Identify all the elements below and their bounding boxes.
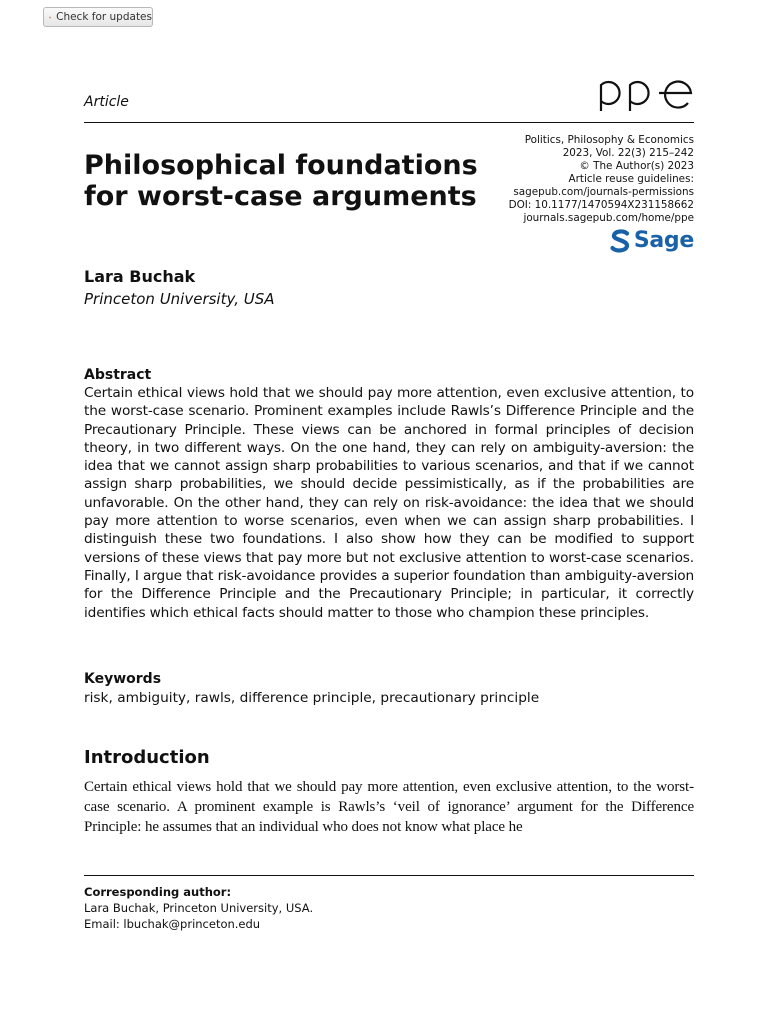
journal-name: Politics, Philosophy & Economics — [524, 134, 694, 146]
corresponding-author-email[interactable]: Email: lbuchak@princeton.edu — [84, 917, 261, 931]
check-for-updates-icon — [49, 11, 51, 24]
doi-link[interactable]: DOI: 10.1177/1470594X231158662 — [508, 199, 694, 211]
corresponding-author-heading: Corresponding author: — [84, 885, 232, 899]
introduction-text: Certain ethical views hold that we should pay more attention, even exclusive attention, to the worst-case scenario. A prominent example is Rawls’s ‘veil of ignorance’ argument for the Difference Principle: he assumes that an individual who does not know what place he — [84, 779, 694, 835]
introduction-heading: Introduction — [84, 747, 210, 768]
sage-s-icon — [610, 229, 630, 253]
author-affiliation: Princeton University, USA — [84, 290, 275, 308]
journal-metadata — [509, 134, 694, 225]
ppe-journal-logo — [598, 63, 694, 113]
article-type-label: Article — [84, 94, 129, 110]
journal-homepage-link[interactable]: journals.sagepub.com/home/ppe — [523, 212, 694, 224]
reuse-guidelines-link[interactable]: sagepub.com/journals-permissions — [513, 186, 694, 198]
author-name: Lara Buchak — [84, 267, 196, 286]
title-line: for worst-case arguments — [84, 181, 477, 212]
keywords-list: risk, ambiguity, rawls, difference principle, precautionary principle — [84, 690, 540, 706]
abstract-text: Certain ethical views hold that we should pay more attention, even exclusive attention, to the worst-case scenario. Prominent examples include Rawls’s Difference Principle and the Precautionary Principle. These views can be anchored in formal principles of decision theory, in two different ways. On the one hand, they can rely on ambiguity-aversion: the idea that we cannot assign sharp probabilities to various scenarios, and that if we cannot assign sharp probabilities, we should decide pessimistically, as if the probabilities are unfavorable. On the other hand, they can rely on risk-avoidance: the idea that we should pay more attention to worse scenarios, even when we can assign sharp probabilities. I distinguish these two foundations. I also show how they can be modified to support versions of these views that pay more but not exclusive attention to worst-case scenarios. Finally, I argue that risk-avoidance provides a superior foundation than ambiguity-aversion for the Difference Principle and the Precautionary Principle; in particular, it correctly identifies which ethical facts should matter to those who champion these principles. — [84, 385, 694, 621]
sage-wordmark: Sage — [633, 228, 694, 253]
journal-volume: 2023, Vol. 22(3) 215–242 — [562, 147, 694, 159]
keywords-heading: Keywords — [84, 671, 162, 687]
footnote-divider — [84, 875, 694, 876]
reuse-guidelines-label: Article reuse guidelines: — [568, 173, 694, 185]
check-for-updates-button[interactable] — [43, 7, 153, 27]
sage-publisher-logo — [610, 228, 694, 253]
abstract-heading: Abstract — [84, 367, 152, 383]
article-title — [84, 150, 484, 212]
corresponding-author-name: Lara Buchak, Princeton University, USA. — [84, 901, 314, 915]
copyright-notice: © The Author(s) 2023 — [579, 160, 694, 172]
title-line: Philosophical foundations — [84, 150, 478, 181]
header-divider — [84, 122, 694, 123]
check-for-updates-label: Check for updates — [56, 11, 152, 23]
